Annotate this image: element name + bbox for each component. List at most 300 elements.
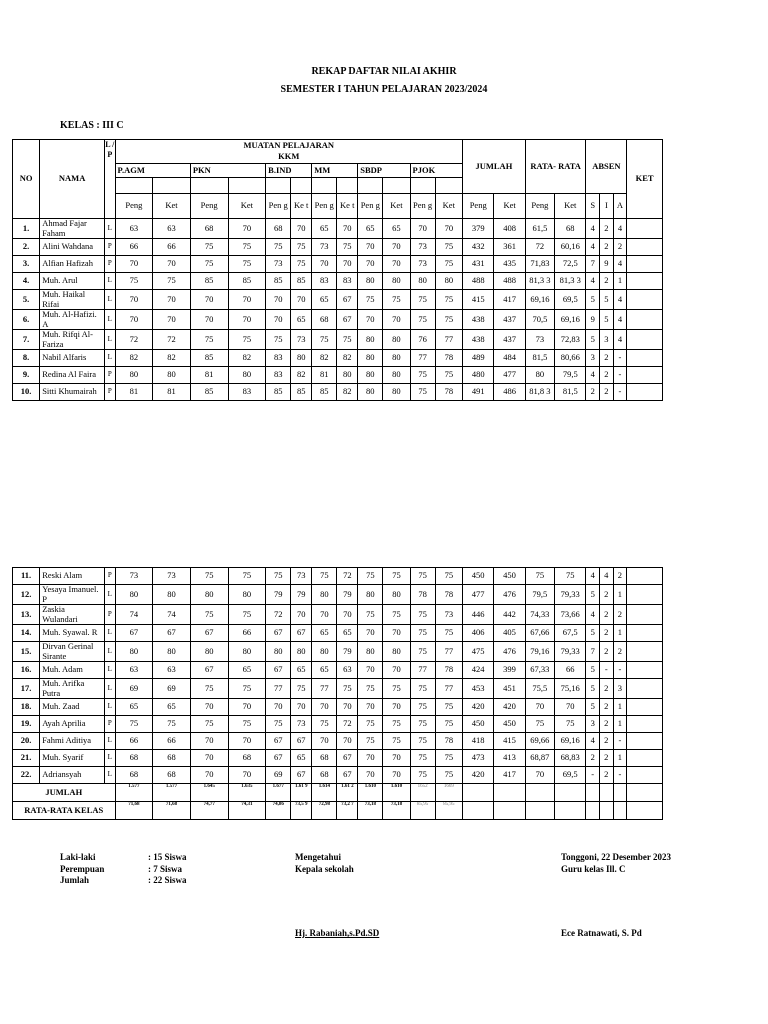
value-cell: 417 [494,767,525,784]
subheader-cell: Ket [228,194,266,219]
value-cell: 75,16 [555,679,586,699]
value-cell: 85 [312,384,337,401]
gender-cell: L [105,662,115,679]
value-cell: 74 [153,605,191,625]
jumlah-row-value: 1.614 [312,784,337,802]
jumlah-row-value: 1.610 [383,784,410,802]
row-number: 17. [13,679,40,699]
table-row [13,767,663,784]
value-cell: 75 [435,256,462,273]
rata-kelas-row [13,802,663,820]
value-cell: 446 [462,605,493,625]
subheader-cell: Pen g [358,194,383,219]
student-name: Muh. Syawal. R [40,625,105,642]
value-cell: 75 [435,625,462,642]
value-cell: - [613,767,627,784]
value-cell: 418 [462,733,493,750]
rata-kelas-row-value: 85,95 [410,802,435,820]
value-cell: 75 [410,716,435,733]
value-cell: 9 [600,256,614,273]
table-row [13,679,663,699]
value-cell: 399 [494,662,525,679]
blank-cell [555,802,586,820]
rata-kelas-row-value: 73,5 9 [291,802,312,820]
value-cell: 65 [358,219,383,239]
table-row [13,273,663,290]
blank-cell [410,178,435,194]
value-cell: 75 [190,330,228,350]
value-cell: 2 [613,568,627,585]
value-cell: 75 [337,239,358,256]
table-row [13,239,663,256]
absen-subheader: S [586,194,600,219]
row-number: 4. [13,273,40,290]
jumlah-row-value: 1.610 [358,784,383,802]
jumlah-row-value: 1.645 [190,784,228,802]
value-cell: 75 [190,239,228,256]
gender-cell: L [105,750,115,767]
value-cell: 66 [555,662,586,679]
student-name: Zaskia Wulandari [40,605,105,625]
table-row [13,699,663,716]
gender-cell: L [105,733,115,750]
value-cell: 63 [153,219,191,239]
value-cell: 75 [115,716,153,733]
value-cell: 437 [494,330,525,350]
rata-kelas-row-value: 74,77 [190,802,228,820]
value-cell: 70 [266,310,291,330]
value-cell: 415 [494,733,525,750]
value-cell: 67 [115,625,153,642]
value-cell: 81 [115,384,153,401]
value-cell: 75 [358,290,383,310]
value-cell: 2 [613,642,627,662]
value-cell: 68 [312,750,337,767]
value-cell: 70 [358,750,383,767]
value-cell: 2 [599,605,613,625]
jumlah-row-value: 1.577 [153,784,191,802]
subject-header: PKN [190,164,265,178]
student-name: Adriansyah [40,767,105,784]
value-cell: 1 [613,750,627,767]
value-cell: 4 [586,733,600,750]
value-cell: 80 [358,330,383,350]
value-cell: 72 [337,568,358,585]
value-cell: 68 [153,767,191,784]
value-cell: 361 [494,239,525,256]
value-cell: 70 [190,767,228,784]
table-row [13,256,663,273]
value-cell: 67 [337,290,358,310]
blank-cell [627,784,663,802]
blank-cell [462,784,493,802]
value-cell: 82 [115,350,153,367]
jumlah-row-value: 1.635 [228,784,266,802]
student-name: Muh. Arifka Putra [40,679,105,699]
value-cell: 73 [153,568,191,585]
value-cell: 73 [410,239,435,256]
value-cell: 72 [266,605,291,625]
value-cell: 75 [435,290,462,310]
value-cell: 63 [337,662,358,679]
value-cell: 75 [153,716,191,733]
value-cell: 406 [462,625,493,642]
value-cell: 70 [358,699,383,716]
value-cell: 70 [358,662,383,679]
value-cell: 70 [435,219,462,239]
principal-block [295,852,354,875]
row-number: 18. [13,699,40,716]
value-cell: 80 [291,642,312,662]
value-cell: 68 [312,767,337,784]
header-muatan: MUATAN PELAJARAN [115,140,462,151]
value-cell: 73 [115,568,153,585]
jumlah-row-label: JUMLAH [13,784,116,802]
value-cell: 70 [358,625,383,642]
value-cell: 453 [462,679,493,699]
value-cell: 4 [599,568,613,585]
gender-cell: L [105,679,115,699]
value-cell: 69,5 [555,290,586,310]
value-cell: 75 [435,767,462,784]
row-number: 9. [13,367,40,384]
value-cell: 75 [435,367,462,384]
ket-cell [627,350,663,367]
value-cell: 80 [358,273,383,290]
value-cell: 70,5 [525,310,554,330]
value-cell: 70 [115,290,153,310]
gender-cell: P [105,367,115,384]
value-cell: 67 [190,662,228,679]
value-cell: 67 [266,625,291,642]
value-cell: 70 [291,290,312,310]
row-number: 3. [13,256,40,273]
value-cell: 70 [228,219,266,239]
blank-cell [291,178,312,194]
value-cell: 415 [463,290,494,310]
value-cell: 476 [494,642,525,662]
value-cell: 5 [586,679,600,699]
value-cell: 67,5 [555,625,586,642]
value-cell: 80 [115,585,153,605]
blank-cell [525,802,554,820]
student-name: Muh. Al-Hafizi. A [40,310,105,330]
value-cell: 75 [410,384,435,401]
table-row [13,367,663,384]
value-cell: 424 [462,662,493,679]
blank-cell [153,178,191,194]
jumlah-row-value: 1.577 [115,784,153,802]
value-cell: 477 [494,367,525,384]
value-cell: 2 [599,699,613,716]
value-cell: 73,66 [555,605,586,625]
student-count-values [148,852,187,887]
value-cell: 75 [358,605,383,625]
value-cell: 80 [383,384,410,401]
value-cell: 80 [153,642,191,662]
student-name: Redina Al Faira [40,367,105,384]
value-cell: 4 [586,219,600,239]
absen-subheader: I [600,194,614,219]
row-number: 6. [13,310,40,330]
value-cell: 442 [494,605,525,625]
value-cell: 79 [337,585,358,605]
value-cell: - [613,367,627,384]
value-cell: 70 [525,767,554,784]
ket-cell [627,585,663,605]
value-cell: 80 [291,350,312,367]
value-cell: 65 [383,219,410,239]
value-cell: 2 [613,605,627,625]
value-cell: 72 [337,716,358,733]
value-cell: 70 [383,767,410,784]
ket-cell [627,733,663,750]
table-row [13,585,663,605]
ket-cell [627,716,663,733]
value-cell: 67 [291,733,312,750]
value-cell: 75 [190,568,228,585]
blank-cell [494,802,525,820]
gender-cell: L [105,625,115,642]
student-name: Alfian Hafizah [40,256,105,273]
value-cell: 65 [312,219,337,239]
value-cell: 2 [599,642,613,662]
value-cell: 69,66 [525,733,554,750]
value-cell: 65 [312,625,337,642]
gender-cell: P [105,568,115,585]
value-cell: 486 [494,384,525,401]
value-cell: 68 [266,219,291,239]
value-cell: 80 [153,367,191,384]
student-name: Ayah Aprilia [40,716,105,733]
value-cell: 77 [435,679,462,699]
subheader-cell: Peng [190,194,228,219]
value-cell: 75 [291,679,312,699]
value-cell: 73 [312,239,337,256]
blank-cell [586,802,600,820]
value-cell: 72,5 [555,256,586,273]
value-cell: 4 [586,367,600,384]
rata-kelas-row-value: 71,68 [115,802,153,820]
ket-cell [627,330,663,350]
value-cell: 438 [463,310,494,330]
value-cell: 70 [153,256,191,273]
value-cell: 66 [228,625,266,642]
subheader-cell: Ke t [337,194,358,219]
value-cell: 82 [228,350,266,367]
value-cell: 68,83 [555,750,586,767]
value-cell: 4 [586,273,600,290]
student-name: Muh. Haikal Rifai [40,290,105,310]
value-cell: 1 [613,699,627,716]
value-cell: 78 [410,585,435,605]
value-cell: 74,33 [525,605,554,625]
gender-cell: L [105,290,115,310]
value-cell: 68,87 [525,750,554,767]
value-cell: 80 [228,367,266,384]
ket-cell [627,239,663,256]
value-cell: 3 [613,679,627,699]
row-number: 16. [13,662,40,679]
value-cell: 77 [410,350,435,367]
ket-cell [627,662,663,679]
value-cell: 67 [266,662,291,679]
rata-kelas-row-value: 73,2 7 [337,802,358,820]
table-row [13,750,663,767]
rata-subheader: Ket [555,194,586,219]
value-cell: 70 [525,699,554,716]
value-cell: 75 [358,716,383,733]
blank-cell [358,178,383,194]
ket-cell [627,679,663,699]
value-cell: 420 [462,699,493,716]
student-name: Fahmi Aditiya [40,733,105,750]
female-label: Perempuan [60,863,105,874]
value-cell: 70 [115,256,153,273]
value-cell: 65 [312,290,337,310]
blank-cell [462,802,493,820]
value-cell: 73 [410,256,435,273]
value-cell: 75 [525,716,554,733]
value-cell: 70 [266,290,291,310]
value-cell: 75 [383,568,410,585]
value-cell: 2 [600,350,614,367]
blank-cell [599,784,613,802]
value-cell: 70 [190,750,228,767]
value-cell: 65 [291,662,312,679]
table-row [13,330,663,350]
value-cell: 80 [358,367,383,384]
rata-kelas-row-label: RATA-RATA KELAS [13,802,116,820]
value-cell: 5 [600,310,614,330]
value-cell: 1 [613,625,627,642]
rata-kelas-row-value: 73,18 [383,802,410,820]
gender-cell: L [105,310,115,330]
student-name: Muh. Arul [40,273,105,290]
value-cell: 69,16 [555,733,586,750]
gender-cell: P [105,256,115,273]
value-cell: 405 [494,625,525,642]
value-cell: 82 [153,350,191,367]
gender-cell: L [105,642,115,662]
value-cell: 5 [600,290,614,310]
value-cell: 75 [291,256,312,273]
value-cell: 81,5 [525,350,554,367]
value-cell: 67 [266,733,291,750]
value-cell: 70 [555,699,586,716]
subheader-cell: Ke t [291,194,312,219]
student-name: Muh. Syarif [40,750,105,767]
value-cell: 77 [266,679,291,699]
value-cell: 63 [115,219,153,239]
value-cell: 80 [383,585,410,605]
value-cell: 80 [115,642,153,662]
value-cell: 81 [153,384,191,401]
student-name: Sitti Khumairah [40,384,105,401]
value-cell: 75 [410,605,435,625]
value-cell: 79,5 [555,367,586,384]
value-cell: 75 [410,733,435,750]
row-number: 11. [13,568,40,585]
value-cell: 70 [190,699,228,716]
female-value: : 7 Siswa [148,863,183,874]
value-cell: 80 [153,585,191,605]
value-cell: 69,16 [555,310,586,330]
row-number: 12. [13,585,40,605]
jumlah-row-value: 1669 [435,784,462,802]
value-cell: 484 [494,350,525,367]
value-cell: 67,33 [525,662,554,679]
student-name: Muh. Rifqi Al-Fariza [40,330,105,350]
value-cell: 4 [613,256,627,273]
jumlah-subheader: Peng [463,194,494,219]
total-label: Jumlah [60,875,90,885]
table-row [13,290,663,310]
value-cell: 75 [435,568,462,585]
blank-cell [435,178,462,194]
value-cell: 4 [613,330,627,350]
value-cell: 73 [525,330,554,350]
row-number: 8. [13,350,40,367]
jumlah-row-value: 1652 [410,784,435,802]
subheader-cell: Ket [383,194,410,219]
document-subtitle: SEMESTER I TAHUN PELAJARAN 2023/2024 [280,84,488,95]
ket-cell [627,219,663,239]
value-cell: 75 [190,679,228,699]
absen-subheader: A [613,194,627,219]
value-cell: 75 [383,733,410,750]
value-cell: 2 [599,733,613,750]
value-cell: 85 [190,350,228,367]
value-cell: 69,5 [555,767,586,784]
value-cell: 75 [337,679,358,699]
value-cell: 491 [463,384,494,401]
value-cell: 1 [613,716,627,733]
value-cell: 65 [337,625,358,642]
value-cell: 488 [494,273,525,290]
value-cell: 75 [435,716,462,733]
value-cell: 450 [462,568,493,585]
value-cell: 85 [291,273,312,290]
blank-cell [115,178,153,194]
value-cell: 76 [410,330,435,350]
ket-cell [627,290,663,310]
value-cell: 65 [312,662,337,679]
value-cell: 85 [228,273,266,290]
value-cell: 66 [115,239,153,256]
value-cell: 75 [410,642,435,662]
table-row [13,350,663,367]
blank-cell [228,178,266,194]
value-cell: 74 [115,605,153,625]
value-cell: 4 [586,239,600,256]
value-cell: 70 [153,290,191,310]
teacher-block [561,852,671,875]
value-cell: 75 [266,568,291,585]
value-cell: 2 [599,679,613,699]
value-cell: 80 [266,642,291,662]
value-cell: 75 [555,716,586,733]
blank-cell [190,178,228,194]
value-cell: 70 [358,310,383,330]
value-cell: 82 [312,350,337,367]
value-cell: 75 [228,605,266,625]
value-cell: 77 [312,679,337,699]
row-number: 21. [13,750,40,767]
value-cell: 71,83 [525,256,554,273]
row-number: 10. [13,384,40,401]
value-cell: 67 [337,750,358,767]
